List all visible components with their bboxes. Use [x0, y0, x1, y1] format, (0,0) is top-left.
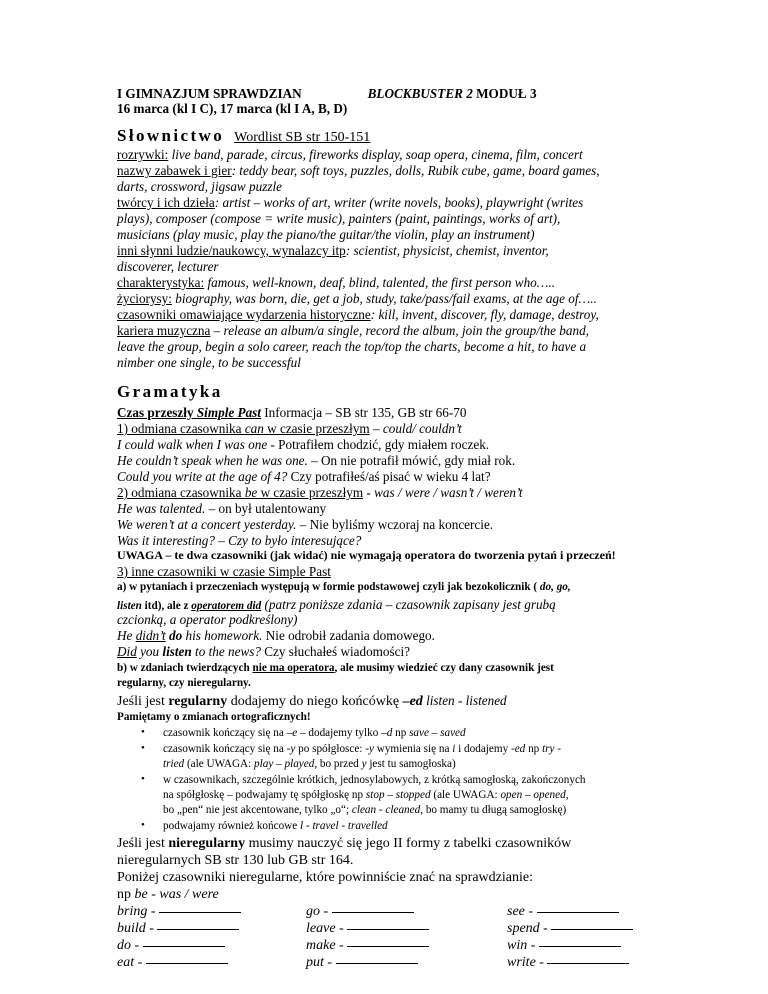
vocab-line-14: nimber one single, to be successful: [117, 355, 301, 370]
bullet-3-cont-2: [163, 804, 566, 817]
verb-item: [306, 955, 418, 971]
bullet-text: po spółgłosce:: [295, 743, 366, 755]
bullet-text: i dodajemy: [455, 743, 511, 755]
vocab-line-12: [117, 323, 589, 338]
grammar-line-12: [117, 581, 571, 594]
header-line-1: [117, 86, 537, 101]
answer-blank[interactable]: [347, 929, 429, 930]
irregular-text: Jeśli jest: [117, 836, 169, 851]
vocab-heading: Słownictwo: [117, 126, 225, 145]
bullet-icon: •: [141, 773, 145, 785]
answer-blank[interactable]: [332, 912, 414, 913]
example-en: He was talented.: [117, 501, 206, 516]
bullet-icon: •: [141, 742, 145, 754]
verb-item: [117, 921, 239, 937]
simple-past-title-italic: Simple Past: [196, 405, 261, 420]
section-1-title-end: w czasie przeszłym: [263, 421, 370, 436]
bullet-example: tried: [163, 758, 185, 770]
example-pl: Czy słuchałeś wiadomości?: [260, 644, 411, 659]
bullet-example: open – opened: [500, 789, 566, 801]
verb-item: [306, 938, 429, 954]
section-2-title-end: w czasie przeszłym: [257, 485, 364, 500]
rule-a-verb-listen: listen: [117, 600, 142, 612]
example-verb: do: [165, 628, 183, 643]
verb-label: win -: [507, 938, 539, 953]
regular-text: Jeśli jest: [117, 694, 169, 709]
wordlist-reference: Wordlist SB str 150-151: [234, 130, 371, 145]
vocab-label-toys: nazwy zabawek i gier: [117, 163, 232, 178]
grammar-line-4: [117, 453, 515, 468]
vocab-line-8: discoverer, lecturer: [117, 259, 219, 274]
grammar-line-21: [117, 836, 571, 852]
vocab-line-9: [117, 275, 555, 290]
grammar-line-9: Was it interesting? – Czy to było interesujące?: [117, 533, 362, 548]
vocab-text: : kill, invent, discover, fly, damage, destroy,: [370, 307, 599, 322]
answer-blank[interactable]: [547, 963, 629, 964]
verb-label: see -: [507, 904, 537, 919]
ed-ending: –ed: [402, 694, 423, 709]
rule-b-text: b) w zdaniach twierdzących: [117, 662, 253, 674]
vocab-text: : artist – works of art, writer (write novels, books), playwright (writes: [214, 195, 584, 210]
vocab-text: biography, was born, die, get a job, study, take/pass/fail exams, at the age of…..: [171, 291, 597, 306]
vocab-line-13: leave the group, begin a solo career, reach the top/top the charts, become a hit, to have a: [117, 339, 587, 354]
header-line-2: 16 marca (kl I C), 17 marca (kl I A, B, D): [117, 101, 348, 116]
example-en: He: [117, 628, 136, 643]
verb-label: make -: [306, 938, 348, 953]
grammar-line-18: regularny, czy nieregularny.: [117, 677, 251, 689]
grammar-line-16: [117, 644, 410, 659]
bullet-example: play – played: [254, 758, 315, 770]
irregular-text: musimy nauczyć się jego II formy z tabelki czasowników: [245, 836, 572, 851]
grammar-line-24: [117, 887, 219, 903]
bullet-text: bo „pen“ nie jest akcentowane, tylko „o“;: [163, 804, 352, 816]
verb-item: [507, 904, 619, 920]
section-2-forms: - was / were / wasn’t / weren’t: [363, 485, 523, 500]
example-en: He couldn’t speak when he was one.: [117, 453, 308, 468]
verb-label: spend -: [507, 921, 552, 936]
example-verb: listen: [162, 644, 192, 659]
module-label: MODUŁ 3: [472, 86, 537, 101]
example-pl: Nie odrobił zadania domowego.: [262, 628, 435, 643]
school-test-label: I GIMNAZJUM SPRAWDZIAN: [117, 86, 302, 101]
answer-blank[interactable]: [146, 963, 228, 964]
bullet-example: clean - cleaned: [351, 804, 421, 816]
grammar-line-7: [117, 501, 326, 516]
bullet-text: czasownik kończący się na –: [163, 727, 293, 739]
rule-a-operator: operatorem did: [191, 600, 262, 612]
section-3-title: 3) inne czasowniki w czasie Simple Past: [117, 564, 331, 579]
vocab-text: famous, well-known, deaf, blind, talented, the first person who…..: [204, 275, 556, 290]
answer-blank[interactable]: [159, 912, 241, 913]
verb-item: [117, 904, 241, 920]
verb-label: bring -: [117, 904, 159, 919]
bullet-italic: l: [300, 820, 304, 832]
example-prefix: np: [117, 887, 135, 902]
vocab-label-characteristics: charakterystyka:: [117, 275, 205, 290]
bullet-icon: •: [141, 819, 145, 831]
vocab-label-biographies: życiorysy:: [117, 291, 172, 306]
vocab-text: live band, parade, circus, fireworks display, soap opera, cinema, film, concert: [168, 147, 583, 162]
book-title: BLOCKBUSTER 2: [367, 86, 473, 101]
section-2-title: 2) odmiana czasownika: [117, 485, 245, 500]
verb-label: put -: [306, 955, 336, 970]
spelling-note: Pamiętamy o zmianach ortograficznych!: [117, 711, 311, 723]
vocab-label-music-career: kariera muzyczna: [117, 323, 211, 338]
bullet-italic: e: [292, 727, 298, 739]
bullet-text: (ale UWAGA:: [184, 758, 255, 770]
rule-a-verbs: do, go,: [539, 581, 571, 593]
example-en: Could you write at the age of 4?: [117, 469, 288, 484]
bullet-italic: y: [361, 758, 367, 770]
grammar-line-23: Poniżej czasowniki nieregularne, które powinniście znać na sprawdzianie:: [117, 870, 533, 885]
example-operator: didn’t: [135, 628, 166, 643]
bullet-text: np: [525, 743, 543, 755]
grammar-line-6: [117, 485, 523, 500]
bullet-icon: •: [141, 726, 145, 738]
verb-item: [117, 938, 225, 954]
grammar-line-8: [117, 517, 493, 532]
verb-label: go -: [306, 904, 332, 919]
vocab-label-entertainment: rozrywki:: [117, 147, 169, 162]
vocab-text: – release an album/a single, record the album, join the group/the band,: [210, 323, 589, 338]
rule-a-text: a) w pytaniach i przeczeniach występują w formie podstawowej czyli jak bezokolicznik (: [117, 581, 540, 593]
grammar-heading: Gramatyka: [117, 382, 223, 401]
bullet-text: na spółgłoskę – podwajamy tę spółgłoskę np: [163, 789, 366, 801]
grammar-line-22: nieregularnych SB str 130 lub GB str 164.: [117, 853, 354, 868]
example-pl: Czy potrafiłeś/aś pisać w wieku 4 lat?: [287, 469, 491, 484]
regular-text: dodajemy do niego końcówkę: [227, 694, 403, 709]
bullet-italic: d: [386, 727, 393, 739]
verb-item: [507, 921, 633, 937]
grammar-line-1: [117, 405, 466, 420]
verb-item: [306, 921, 429, 937]
bullet-3-cont: [163, 789, 569, 802]
answer-blank[interactable]: [143, 946, 225, 947]
bullet-italic: y: [290, 743, 296, 755]
section-1-forms: – could/ couldn’t: [369, 421, 462, 436]
bullet-text: (ale UWAGA:: [430, 789, 501, 801]
bullet-italic: -ed: [510, 743, 526, 755]
bullet-italic: -y: [365, 743, 374, 755]
bullet-text: – dodajemy tylko –: [297, 727, 387, 739]
vocab-label-creators: twórcy i ich dzieła: [117, 195, 215, 210]
verb-label: write -: [507, 955, 548, 970]
vocab-line-3: darts, crossword, jigsaw puzzle: [117, 179, 282, 194]
example-en: you: [136, 644, 163, 659]
answer-blank[interactable]: [157, 929, 239, 930]
vocab-line-5: plays), composer (compose = write music), painters (paint, paintings, works of art),: [117, 211, 561, 226]
vocab-line-11: [117, 307, 599, 322]
example-pl: - Potrafiłem chodzić, gdy miałem roczek.: [267, 437, 490, 452]
section-1-verb: can: [244, 421, 264, 436]
verb-item: [507, 938, 621, 954]
vocab-heading-line: [117, 126, 370, 146]
grammar-line-15: [117, 628, 435, 643]
verb-item: [117, 955, 228, 971]
answer-blank[interactable]: [347, 946, 429, 947]
irregular-word: nieregularny: [168, 836, 246, 851]
example-en: to the news?: [191, 644, 261, 659]
example-en: his homework.: [182, 628, 263, 643]
bullet-example: stop – stopped: [365, 789, 431, 801]
rule-b-no-operator: nie ma operatora: [252, 662, 335, 674]
bullet-text: , bo przed: [314, 758, 362, 770]
grammar-line-17: [117, 662, 554, 675]
vocab-label-historical-verbs: czasowniki omawiające wydarzenia historyczne: [117, 307, 371, 322]
verb-label: leave -: [306, 921, 348, 936]
bullet-1: [163, 727, 466, 740]
section-2-verb: be: [244, 485, 258, 500]
regular-word: regularny: [168, 694, 228, 709]
bullet-example: travel - travelled: [312, 820, 388, 832]
grammar-line-5: [117, 469, 491, 484]
vocab-line-6: musicians (play music, play the piano/the guitar/the violin, play an instrument): [117, 227, 535, 242]
example-pl: – on był utalentowany: [205, 501, 327, 516]
info-reference: Informacja – SB str 135, GB str 66-70: [260, 405, 467, 420]
grammar-line-2: [117, 421, 462, 436]
example-operator: Did: [117, 644, 137, 659]
bullet-text: -: [303, 820, 313, 832]
bullet-2-cont: [163, 758, 456, 771]
be-forms: be - was / were: [134, 887, 219, 902]
vocab-line-7: [117, 243, 549, 258]
verb-label: build -: [117, 921, 158, 936]
simple-past-title: Czas przeszły: [117, 405, 197, 420]
vocab-line-10: [117, 291, 597, 306]
grammar-warning: UWAGA – te dwa czasowniki (jak widać) nie wymagają operatora do tworzenia pytań i przeczeń!: [117, 548, 616, 562]
grammar-line-19: [117, 693, 507, 710]
vocab-text: : teddy bear, soft toys, puzzles, dolls, Rubik cube, game, board games,: [231, 163, 600, 178]
bullet-italic: i: [452, 743, 456, 755]
bullet-2: [163, 743, 561, 756]
example-en: We weren’t at a concert yesterday.: [117, 517, 297, 532]
bullet-text: podwajamy również końcowe: [163, 820, 301, 832]
answer-blank[interactable]: [539, 946, 621, 947]
vocab-line-2: [117, 163, 600, 178]
verb-label: eat -: [117, 955, 146, 970]
rule-b-text: , ale musimy wiedzieć czy dany czasownik jest: [334, 662, 554, 674]
vocab-line-4: [117, 195, 583, 210]
answer-blank[interactable]: [537, 912, 619, 913]
grammar-line-3: [117, 437, 489, 452]
verb-label: do -: [117, 938, 143, 953]
bullet-text: wymienia się na: [373, 743, 453, 755]
example-en: I could walk when I was one: [117, 437, 268, 452]
answer-blank[interactable]: [336, 963, 418, 964]
bullet-text: czasownik kończący się na -: [163, 743, 291, 755]
section-1-title: 1) odmiana czasownika: [117, 421, 245, 436]
grammar-line-14: czcionką, a operator podkreślony): [117, 612, 298, 627]
example-pl: – Nie byliśmy wczoraj na koncercie.: [296, 517, 494, 532]
vocab-line-1: [117, 147, 583, 162]
vocab-text: : scientist, physicist, chemist, inventor,: [345, 243, 549, 258]
bullet-text: jest tu samogłoska): [366, 758, 456, 770]
bullet-text: , bo mamy tu długą samogłoskę): [420, 804, 567, 816]
verb-item: [507, 955, 629, 971]
rule-a-note: (patrz poniższe zdania – czasownik zapisany jest grubą: [261, 597, 556, 612]
bullet-text: np: [392, 727, 410, 739]
vocab-label-famous-people: inni słynni ludzie/naukowcy, wynalazcy itp: [117, 243, 346, 258]
bullet-text: ,: [565, 789, 569, 801]
rule-a-text: itd), ale z: [141, 600, 192, 612]
example-pl: – On nie potrafił mówić, gdy miał rok.: [307, 453, 516, 468]
bullet-3: w czasownikach, szczególnie krótkich, jednosylabowych, z krótką samogłoską, zakończonych: [163, 774, 586, 786]
regular-example: listen - listened: [422, 693, 507, 708]
answer-blank[interactable]: [551, 929, 633, 930]
bullet-example: save – saved: [409, 727, 466, 739]
verb-item: [306, 904, 414, 920]
bullet-example: try -: [542, 743, 562, 755]
bullet-4: [163, 820, 388, 833]
